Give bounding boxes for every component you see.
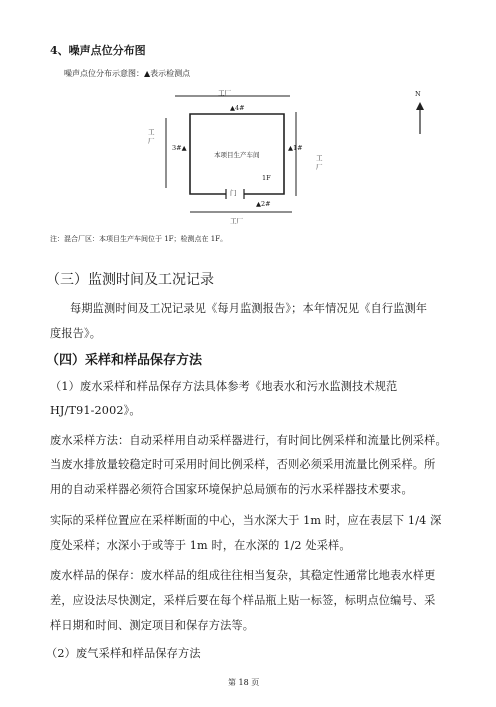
paragraph-line: （1）废水采样和样品保存方法具体参考《地表水和污水监测技术规范 (50, 380, 398, 393)
point-3-label: 3#▲ (172, 144, 187, 152)
paragraph-line: 样日期和时间、测定项目和保存方法等。 (50, 619, 255, 632)
diagram-caption: 噪声点位分布示意图：▲表示检测点 (64, 69, 191, 78)
door-label: 门 (230, 189, 237, 197)
building-label: 本项目生产车间 (214, 151, 260, 159)
point-4-label: ▲4# (230, 104, 245, 112)
page-number: 第 18 页 (228, 678, 260, 687)
factory-label-right: 工厂 (316, 154, 323, 171)
floor-label: 1F (262, 174, 271, 182)
paragraph-line: 用的自动采样器必须符合国家环境保护总局颁布的污水采样器技术要求。 (50, 483, 413, 496)
noise-point-diagram (0, 0, 496, 260)
paragraph-line: 实际的采样位置应在采样断面的中心，当水深大于 1m 时，应在表层下 1/4 深 (50, 514, 442, 527)
paragraph-line: 废水样品的保存：废水样品的组成往往相当复杂，其稳定性通常比地表水样更 (50, 569, 436, 582)
paragraph-line: 度处采样；水深小于或等于 1m 时，在水深的 1/2 处采样。 (50, 539, 351, 552)
section-heading-noise: 4、噪声点位分布图 (50, 44, 146, 57)
diagram-note: 注：混合厂区：本项目生产车间位于 1F；检测点在 1F。 (50, 235, 228, 243)
north-label: N (415, 90, 421, 98)
section-heading-sampling: （四）采样和样品保存方法 (46, 353, 203, 368)
paragraph-line: 废水采样方法：自动采样用自动采样器进行，有时间比例采样和流量比例采样。 (50, 434, 447, 447)
sub-item-heading: （2）废气采样和样品保存方法 (46, 647, 201, 660)
paragraph-line: HJ/T91-2002》。 (50, 404, 141, 417)
paragraph-line: 每期监测时间及工况记录见《每月监测报告》；本年情况见《自行监测年 (70, 302, 428, 315)
paragraph-line: 差，应设法尽快测定，采样后要在每个样品瓶上贴一标签，标明点位编号、采 (50, 594, 436, 607)
point-2-label: ▲2# (256, 200, 271, 208)
paragraph-line: 当废水排放量较稳定时可采用时间比例采样，否则必须采用流量比例采样。所 (50, 458, 436, 471)
point-1-label: ▲1# (288, 144, 303, 152)
factory-label-top: 工厂 (218, 89, 231, 97)
factory-label-bottom: 工厂 (230, 217, 243, 225)
section-heading-monitoring-time: （三）监测时间及工况记录 (46, 272, 214, 288)
factory-label-left: 工厂 (148, 128, 155, 145)
north-arrow-head (416, 102, 424, 110)
paragraph-line: 度报告》。 (50, 327, 102, 340)
